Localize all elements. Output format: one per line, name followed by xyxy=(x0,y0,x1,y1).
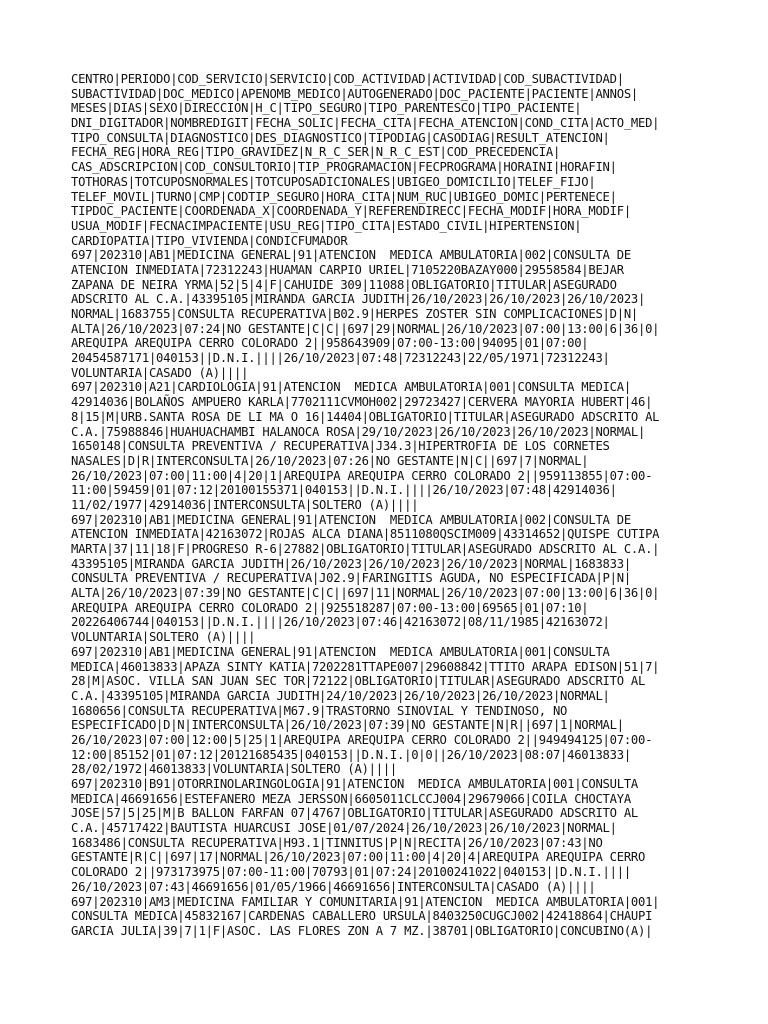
text-line: MESES|DIAS|SEXO|DIRECCION|H_C|TIPO_SEGURO|TIPO_PARENTESCO|TIPO_PACIENTE| xyxy=(71,101,582,116)
text-line: FECHA_REG|HORA_REG|TIPO_GRAVIDEZ|N_R_C_SER|N_R_C_EST|COD_PRECEDENCIA| xyxy=(71,145,561,160)
text-line: C.A.|75988846|HUAHUACHAMBI HALANOCA ROSA|29/10/2023|26/10/2023|26/10/2023|NORMAL| xyxy=(71,424,646,439)
text-line: 1680656|CONSULTA RECUPERATIVA|M67.9|TRASTORNO SINOVIAL Y TENDINOSO, NO xyxy=(71,703,568,718)
text-line: 697|202310|AB1|MEDICINA GENERAL|91|ATENCION MEDICA AMBULATORIA|002|CONSULTA DE xyxy=(71,248,631,263)
text-line: NASALES|D|R|INTERCONSULTA|26/10/2023|07:26|NO GESTANTE|N|C||697|7|NORMAL| xyxy=(71,453,589,468)
text-line: CARDIOPATIA|TIPO_VIVIENDA|CONDICFUMADOR xyxy=(71,233,348,248)
text-line: 8|15|M|URB.SANTA ROSA DE LI MA O 16|14404|OBLIGATORIO|TITULAR|ASEGURADO ADSCRITO AL xyxy=(71,409,660,424)
text-line: C.A.|45717422|BAUTISTA HUARCUSI JOSE|01/07/2024|26/10/2023|26/10/2023|NORMAL| xyxy=(71,821,617,836)
text-line: CONSULTA PREVENTIVA / RECUPERATIVA|J02.9|FARINGITIS AGUDA, NO ESPECIFICADA|P|N| xyxy=(71,571,631,586)
text-line: 42914036|BOLAÑOS AMPUERO KARLA|7702111CVMOH002|29723427|CERVERA MAYORIA HUBERT|46| xyxy=(71,395,653,410)
text-line: DNI_DIGITADOR|NOMBREDIGIT|FECHA_SOLIC|FECHA_CITA|FECHA_ATENCION|COND_CITA|ACTO_MED| xyxy=(71,116,660,131)
text-line: TIPDOC_PACIENTE|COORDENADA_X|COORDENADA_Y|REFERENDIRECC|FECHA_MODIF|HORA_MODIF| xyxy=(71,204,631,219)
text-line: 20454587171|040153||D.N.I.||||26/10/2023|07:48|72312243|22/05/1971|72312243| xyxy=(71,351,610,366)
text-line: ESPECIFICADO|D|N|INTERCONSULTA|26/10/2023|07:39|NO GESTANTE|N|R||697|1|NORMAL| xyxy=(71,718,624,733)
text-line: AREQUIPA AREQUIPA CERRO COLORADO 2||925518287|07:00-13:00|69565|01|07:10| xyxy=(71,600,589,615)
text-line: SUBACTIVIDAD|DOC_MEDICO|APENOMB_MEDICO|AUTOGENERADO|DOC_PACIENTE|PACIENTE|ANNOS| xyxy=(71,86,638,101)
text-line: MEDICA|46013833|APAZA SINTY KATIA|7202281TTAPE007|29608842|TTITO ARAPA EDISON|51|7| xyxy=(71,659,660,674)
text-line: ADSCRITO AL C.A.|43395105|MIRANDA GARCIA JUDITH|26/10/2023|26/10/2023|26/10/2023| xyxy=(71,292,646,307)
text-line: 697|202310|A21|CARDIOLOGIA|91|ATENCION MEDICA AMBULATORIA|001|CONSULTA MEDICA| xyxy=(71,380,631,395)
text-line: MARTA|37|11|18|F|PROGRESO R-6|27882|OBLIGATORIO|TITULAR|ASEGURADO ADSCRITO AL C.A.| xyxy=(71,542,660,556)
text-line: 28/02/1972|46013833|VOLUNTARIA|SOLTERO (A)|||| xyxy=(71,762,398,777)
text-line: ZAPANA DE NEIRA YRMA|52|5|4|F|CAHUIDE 309|11088|OBLIGATORIO|TITULAR|ASEGURADO xyxy=(71,277,617,292)
document-page xyxy=(71,72,711,939)
text-line: MEDICA|46691656|ESTEFANERO MEZA JERSSON|6605011CLCCJ004|29679066|COILA CHOCTAYA xyxy=(71,791,631,806)
text-line: 43395105|MIRANDA GARCIA JUDITH|26/10/2023|26/10/2023|26/10/2023|NORMAL|1683833| xyxy=(71,556,631,571)
text-line: ALTA|26/10/2023|07:39|NO GESTANTE|C|C||697|11|NORMAL|26/10/2023|07:00|13:00|6|36|0| xyxy=(71,586,660,601)
text-line: 26/10/2023|07:00|12:00|5|25|1|AREQUIPA AREQUIPA CERRO COLORADO 2||949494125|07:00- xyxy=(71,732,653,747)
text-line: 26/10/2023|07:00|11:00|4|20|1|AREQUIPA AREQUIPA CERRO COLORADO 2||959113855|07:00- xyxy=(71,468,653,483)
text-line: VOLUNTARIA|SOLTERO (A)|||| xyxy=(71,630,256,645)
text-line: 11/02/1977|42914036|INTERCONSULTA|SOLTERO (A)|||| xyxy=(71,497,419,512)
text-line: GESTANTE|R|C||697|17|NORMAL|26/10/2023|07:00|11:00|4|20|4|AREQUIPA AREQUIPA CERRO xyxy=(71,850,646,865)
text-line: AREQUIPA AREQUIPA CERRO COLORADO 2||958643909|07:00-13:00|94095|01|07:00| xyxy=(71,336,589,351)
text-line: TELEF_MOVIL|TURNO|CMP|CODTIP_SEGURO|HORA_CITA|NUM_RUC|UBIGEO_DOMIC|PERTENECE| xyxy=(71,189,617,204)
text-line: 697|202310|B91|OTORRINOLARINGOLOGIA|91|ATENCION MEDICA AMBULATORIA|001|CONSULTA xyxy=(71,777,638,791)
text-line: COLORADO 2||973173975|07:00-11:00|70793|01|07:24|20100241022|040153||D.N.I.|||| xyxy=(71,865,631,880)
text-line: VOLUNTARIA|CASADO (A)|||| xyxy=(71,365,249,380)
text-line: ATENCION INMEDIATA|42163072|ROJAS ALCA DIANA|8511080QSCIM009|43314652|QUISPE CUTIPA xyxy=(71,527,660,542)
text-line: 26/10/2023|07:43|46691656|01/05/1966|46691656|INTERCONSULTA|CASADO (A)|||| xyxy=(71,879,596,894)
text-line: 1650148|CONSULTA PREVENTIVA / RECUPERATIVA|J34.3|HIPERTROFIA DE LOS CORNETES xyxy=(71,439,610,454)
text-line: 11:00|59459|01|07:12|20100155371|040153||D.N.I.||||26/10/2023|07:48|42914036| xyxy=(71,483,617,498)
text-line: 697|202310|AB1|MEDICINA GENERAL|91|ATENCION MEDICA AMBULATORIA|002|CONSULTA DE xyxy=(71,512,631,527)
text-line: 12:00|85152|01|07:12|20121685435|040153||D.N.I.|0|0||26/10/2023|08:07|46013833| xyxy=(71,747,631,762)
text-line: ATENCION INMEDIATA|72312243|HUAMAN CARPIO URIEL|7105220BAZAY000|29558584|BEJAR xyxy=(71,262,624,277)
text-line: GARCIA JULIA|39|7|1|F|ASOC. LAS FLORES ZON A 7 MZ.|38701|OBLIGATORIO|CONCUBINO(A)| xyxy=(71,923,653,938)
text-line: TIPO_CONSULTA|DIAGNOSTICO|DES_DIAGNOSTICO|TIPODIAG|CASODIAG|RESULT_ATENCION| xyxy=(71,130,610,145)
text-line: CONSULTA MEDICA|45832167|CARDENAS CABALLERO URSULA|8403250CUGCJ002|42418864|CHAUPI xyxy=(71,909,653,924)
text-line: 20226406744|040153||D.N.I.||||26/10/2023|07:46|42163072|08/11/1985|42163072| xyxy=(71,615,610,630)
text-line: CENTRO|PERIODO|COD_SERVICIO|SERVICIO|COD_ACTIVIDAD|ACTIVIDAD|COD_SUBACTIVIDAD| xyxy=(71,72,624,86)
text-line: CAS_ADSCRIPCION|COD_CONSULTORIO|TIP_PROGRAMACION|FECPROGRAMA|HORAINI|HORAFIN| xyxy=(71,160,617,175)
text-line: C.A.|43395105|MIRANDA GARCIA JUDITH|24/10/2023|26/10/2023|26/10/2023|NORMAL| xyxy=(71,688,610,703)
text-line: 1683486|CONSULTA RECUPERATIVA|H93.1|TINNITUS|P|N|RECITA|26/10/2023|07:43|NO xyxy=(71,835,603,850)
text-line: NORMAL|1683755|CONSULTA RECUPERATIVA|B02.9|HERPES ZOSTER SIN COMPLICACIONES|D|N| xyxy=(71,307,638,321)
text-line: USUA_MODIF|FECNACIMPACIENTE|USU_REG|TIPO_CITA|ESTADO_CIVIL|HIPERTENSION| xyxy=(71,218,582,233)
text-line: JOSE|57|5|25|M|B BALLON FARFAN 07|4767|OBLIGATORIO|TITULAR|ASEGURADO ADSCRITO AL xyxy=(71,806,638,821)
text-line: TOTHORAS|TOTCUPOSNORMALES|TOTCUPOSADICIONALES|UBIGEO_DOMICILIO|TELEF_FIJO| xyxy=(71,174,596,189)
text-line: 697|202310|AB1|MEDICINA GENERAL|91|ATENCION MEDICA AMBULATORIA|001|CONSULTA xyxy=(71,644,610,659)
text-line: 697|202310|AM3|MEDICINA FAMILIAR Y COMUNITARIA|91|ATENCION MEDICA AMBULATORIA|001| xyxy=(71,894,660,909)
text-line: ALTA|26/10/2023|07:24|NO GESTANTE|C|C||697|29|NORMAL|26/10/2023|07:00|13:00|6|36|0| xyxy=(71,321,660,336)
text-line: 28|M|ASOC. VILLA SAN JUAN SEC TOR|72122|OBLIGATORIO|TITULAR|ASEGURADO ADSCRITO AL xyxy=(71,674,646,689)
